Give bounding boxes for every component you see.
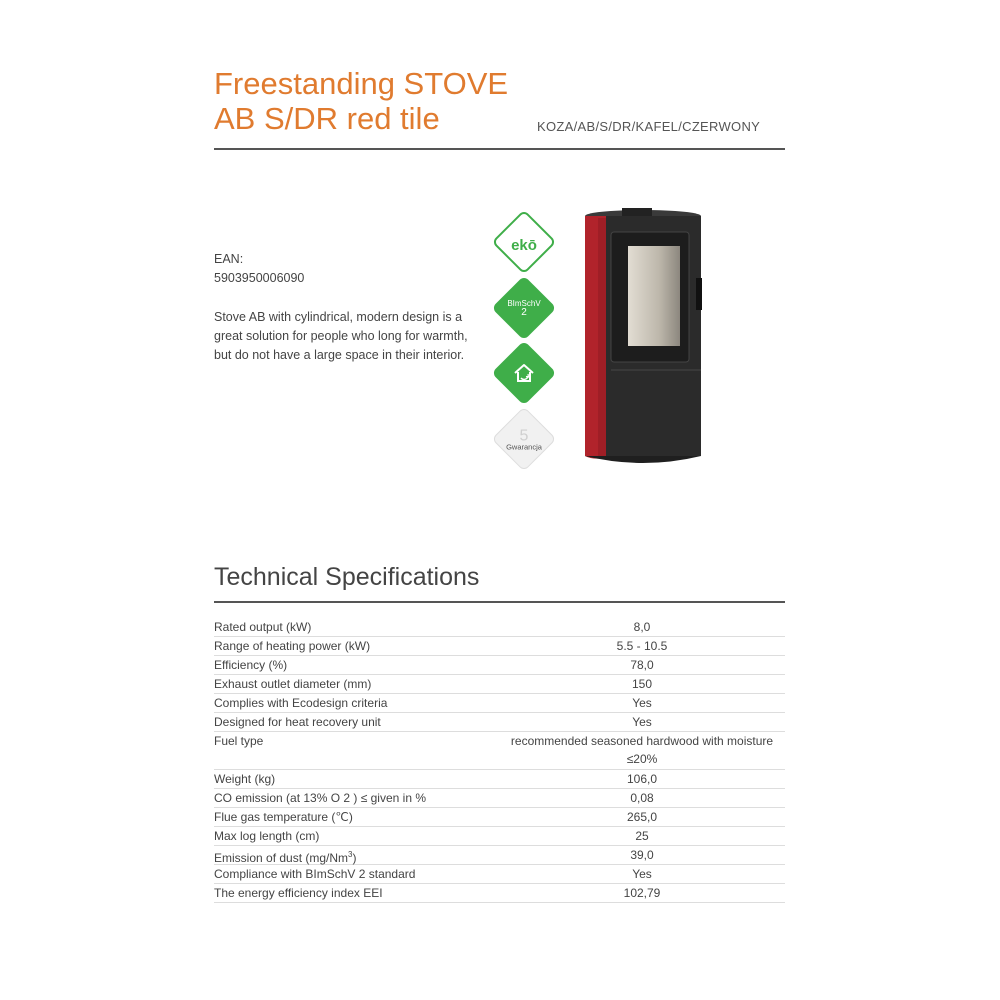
product-title-line2: AB S/DR red tile [214,101,440,136]
spec-value-line2: ≤20% [626,752,658,766]
spec-label: The energy efficiency index EEI [214,886,383,900]
spec-label: Designed for heat recovery unit [214,715,381,729]
spec-value: 265,0 [626,810,658,824]
spec-label: Exhaust outlet diameter (mm) [214,677,372,691]
spec-label: Weight (kg) [214,772,276,786]
bimschv-badge-number: 2 [521,307,527,318]
spec-row [214,789,785,808]
spec-row [214,732,785,770]
spec-label: Range of heating power (kW) [214,639,371,653]
spec-value: 0,08 [630,791,654,805]
specs-divider [214,601,785,603]
warranty-badge-label: Gwarancja [506,441,542,451]
header-divider [214,148,785,150]
spec-label-prefix: Emission of dust (mg/Nm [214,851,349,865]
stove-image [578,208,708,468]
eko-badge-label: ekō [511,236,537,254]
spec-value: 8,0 [633,620,651,634]
spec-row [214,884,785,903]
spec-value: 39,0 [630,848,654,862]
spec-row [214,770,785,789]
spec-value: Yes [632,696,652,710]
spec-row [214,808,785,827]
product-title-line1: Freestanding STOVE [214,66,509,101]
bimschv-badge-label: BImSchV [507,299,541,308]
bimschv-badge-icon [491,275,556,340]
spec-label: Max log length (cm) [214,829,320,843]
spec-value: 78,0 [630,658,654,672]
spec-row [214,865,785,884]
spec-label: Fuel type [214,734,264,748]
spec-value: 150 [631,677,653,691]
eko-badge-icon [491,209,556,274]
specs-table [214,618,785,903]
specs-title: Technical Specifications [214,563,480,591]
spec-value-line1: recommended seasoned hardwood with moisture [510,734,774,748]
spec-label: CO emission (at 13% O 2 ) ≤ given in % [214,791,426,805]
spec-value [499,732,785,769]
spec-row [214,713,785,732]
spec-row [214,675,785,694]
spec-label-sup: 3 [348,850,353,859]
spec-row [214,637,785,656]
spec-value: Yes [632,867,652,881]
spec-label: Efficiency (%) [214,658,288,672]
product-code: KOZA/AB/S/DR/KAFEL/CZERWONY [537,119,761,134]
spec-row [214,694,785,713]
ean-label: EAN: [214,252,244,266]
spec-label: Complies with Ecodesign criteria [214,696,388,710]
spec-row [214,618,785,637]
spec-row [214,656,785,675]
heat-recovery-badge-icon [491,340,556,405]
ean-value: 5903950006090 [214,271,305,285]
spec-value: Yes [632,715,652,729]
house-arrows-icon [511,360,537,386]
spec-label [214,846,499,864]
spec-value: 106,0 [626,772,658,786]
spec-value: 25 [635,829,649,843]
spec-value: 5.5 - 10.5 [616,639,668,653]
spec-value: 102,79 [623,886,661,900]
warranty-badge-icon [491,406,556,471]
spec-row [214,827,785,846]
spec-label-suffix: ) [352,851,357,865]
spec-label: Flue gas temperature (℃) [214,810,353,824]
product-description: Stove AB with cylindrical, modern design is a great solution for people who long for warmth, but do not have a large space in their interior. [214,310,468,362]
spec-label: Compliance with BImSchV 2 standard [214,867,416,881]
spec-label: Rated output (kW) [214,620,312,634]
product-title [214,66,508,136]
warranty-badge-number: 5 [519,426,529,444]
spec-row [214,846,785,865]
